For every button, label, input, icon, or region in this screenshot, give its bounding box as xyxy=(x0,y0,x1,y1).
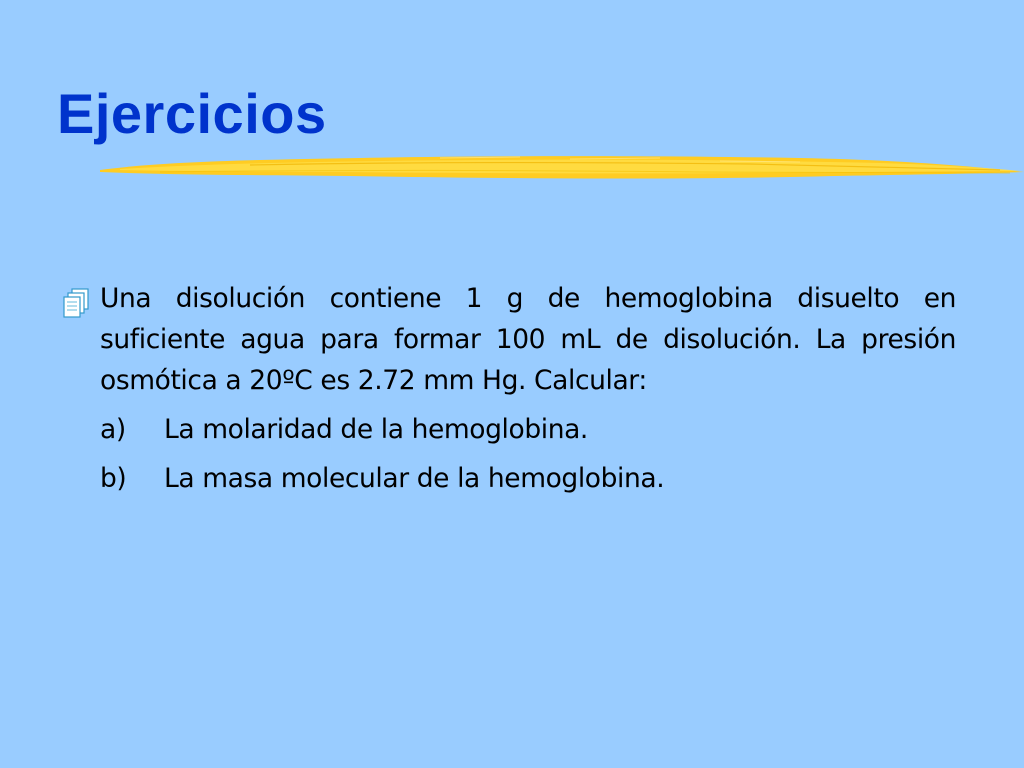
notes-stack-icon xyxy=(60,286,94,320)
sub-item-b xyxy=(100,458,956,499)
sub-item-marker: b) xyxy=(100,463,127,494)
bullet-paragraph: Una disolución contiene 1 g de hemoglobina disuelto en suficiente agua para formar 100 mL de disolución. La presión osmótica a 20ºC es 2.72 mm Hg. Calcular: xyxy=(100,283,956,396)
slide-body xyxy=(60,278,956,499)
sub-item-text: La masa molecular de la hemoglobina. xyxy=(164,463,665,494)
sub-item-text: La molaridad de la hemoglobina. xyxy=(164,414,588,445)
sub-item-a xyxy=(100,409,956,450)
slide-title: Ejercicios xyxy=(57,82,327,145)
sub-item-marker: a) xyxy=(100,414,126,445)
title-underline-brush-stroke xyxy=(100,150,1024,186)
